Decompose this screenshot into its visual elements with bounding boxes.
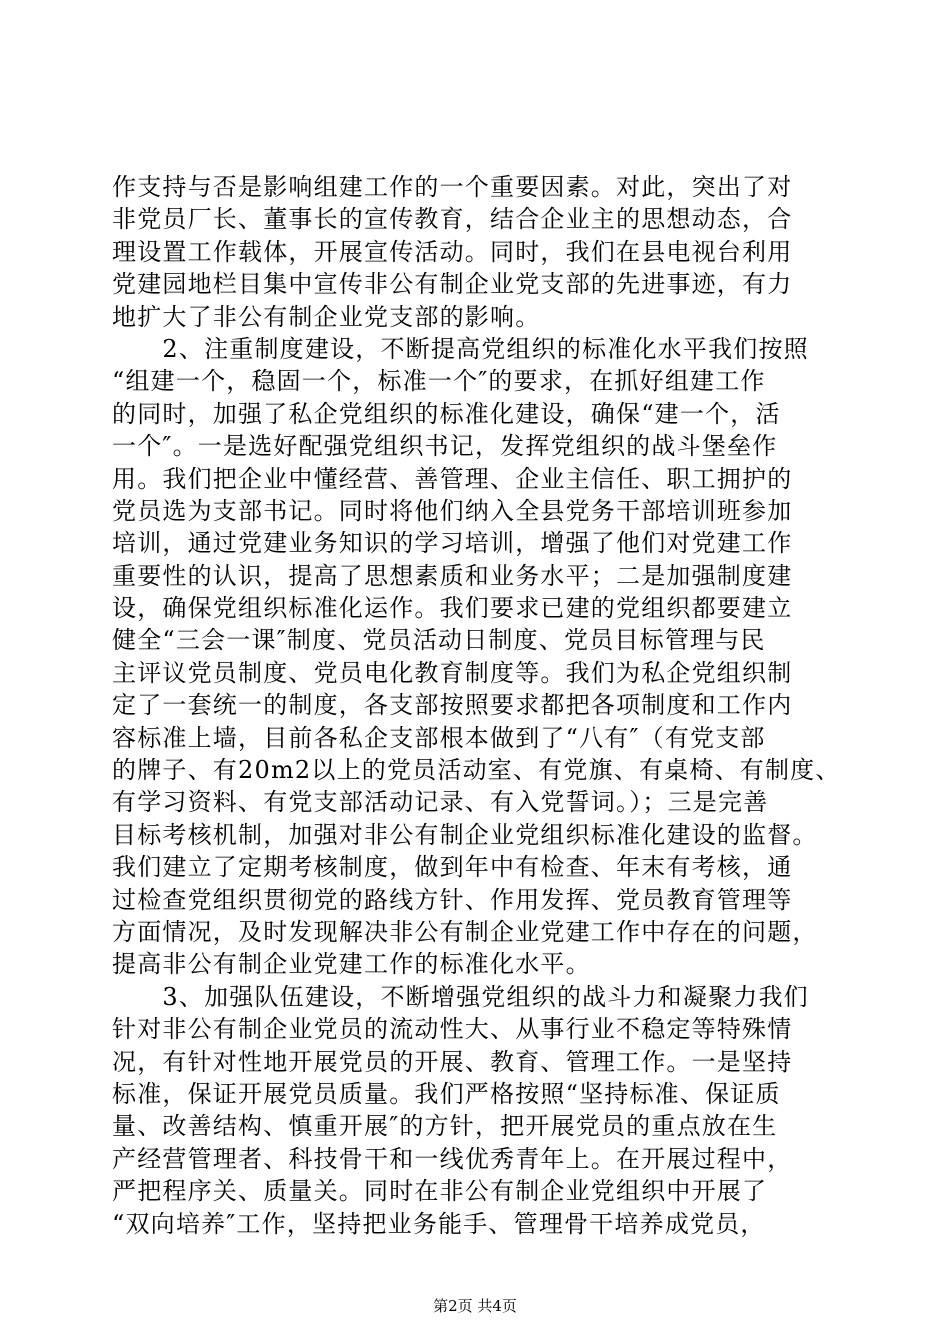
text-line: 重要性的认识，提高了思想素质和业务水平；二是加强制度建 [112,561,793,590]
text-line: 一个″。一是选好配强党组织书记，发挥党组织的战斗堡垒作 [112,432,778,461]
text-line: 过检查党组织贯彻党的路线方针、作用发挥、党员教育管理等 [112,885,793,914]
text-line: 量、改善结构、慎重开展″的方针，把开展党员的重点放在生 [112,1112,778,1141]
text-line: 严把程序关、质量关。同时在非公有制企业党组织中开展了 [112,1177,768,1206]
text-line: 用。我们把企业中懂经营、善管理、企业主信任、职工拥护的 [112,464,793,493]
text-line: 定了一套统一的制度，各支部按照要求都把各项制度和工作内 [112,691,793,720]
text-line: 党建园地栏目集中宣传非公有制企业党支部的先进事迹，有力 [112,270,793,299]
page-number-footer: 第2页 共4页 [433,1297,517,1315]
body-text [112,171,847,1240]
text-line: 地扩大了非公有制企业党支部的影响。 [112,302,541,331]
text-line: 党员选为支部书记。同时将他们纳入全县党务干部培训班参加 [112,496,793,525]
text-line: 2、注重制度建设，不断提高党组织的标准化水平我们按照 [112,334,809,363]
text-line: 的牌子、有20m2以上的党员活动室、有党旗、有桌椅、有制度、 [112,756,841,785]
text-line: 作支持与否是影响组建工作的一个重要因素。对此，突出了对 [112,173,793,201]
text-line: 培训，通过党建业务知识的学习培训，增强了他们对党建工作 [112,529,793,558]
text-line: 产经营管理者、科技骨干和一线优秀青年上。在开展过程中， [112,1144,793,1173]
text-line: “双向培养″工作，坚持把业务能手、管理骨干培养成党员， [112,1209,766,1238]
text-line: 我们建立了定期考核制度，做到年中有检查、年末有考核，通 [112,853,793,882]
text-line: 理设置工作载体，开展宣传活动。同时，我们在县电视台利用 [112,237,793,266]
text-line: “组建一个，稳固一个，标准一个″的要求，在抓好组建工作 [112,367,766,396]
text-line: 设，确保党组织标准化运作。我们要求已建的党组织都要建立 [112,594,793,623]
text-line: 的同时，加强了私企党组织的标准化建设，确保“建一个，活 [112,399,781,428]
text-line: 标准，保证开展党员质量。我们严格按照“坚持标准、保证质 [112,1079,781,1108]
text-line: 3、加强队伍建设，不断增强党组织的战斗力和凝聚力我们 [112,982,809,1011]
text-line: 方面情况，及时发现解决非公有制企业党建工作中存在的问题， [112,917,818,946]
text-line: 健全“三会一课″制度、党员活动日制度、党员目标管理与民 [112,626,766,655]
text-line: 非党员厂长、董事长的宣传教育，结合企业主的思想动态，合 [112,205,793,234]
text-line: 况，有针对性地开展党员的开展、教育、管理工作。一是坚持 [112,1047,793,1076]
text-line: 提高非公有制企业党建工作的标准化水平。 [112,950,591,979]
text-line: 有学习资料、有党支部活动记录、有入党誓词。）；三是完善 [112,788,769,817]
text-line: 针对非公有制企业党员的流动性大、从事行业不稳定等特殊情 [112,1015,793,1044]
text-line: 目标考核机制，加强对非公有制企业党组织标准化建设的监督。 [112,820,818,849]
text-line: 容标准上墙，目前各私企支部根本做到了“八有″（有党支部 [112,723,766,752]
text-line: 主评议党员制度、党员电化教育制度等。我们为私企党组织制 [112,658,793,687]
